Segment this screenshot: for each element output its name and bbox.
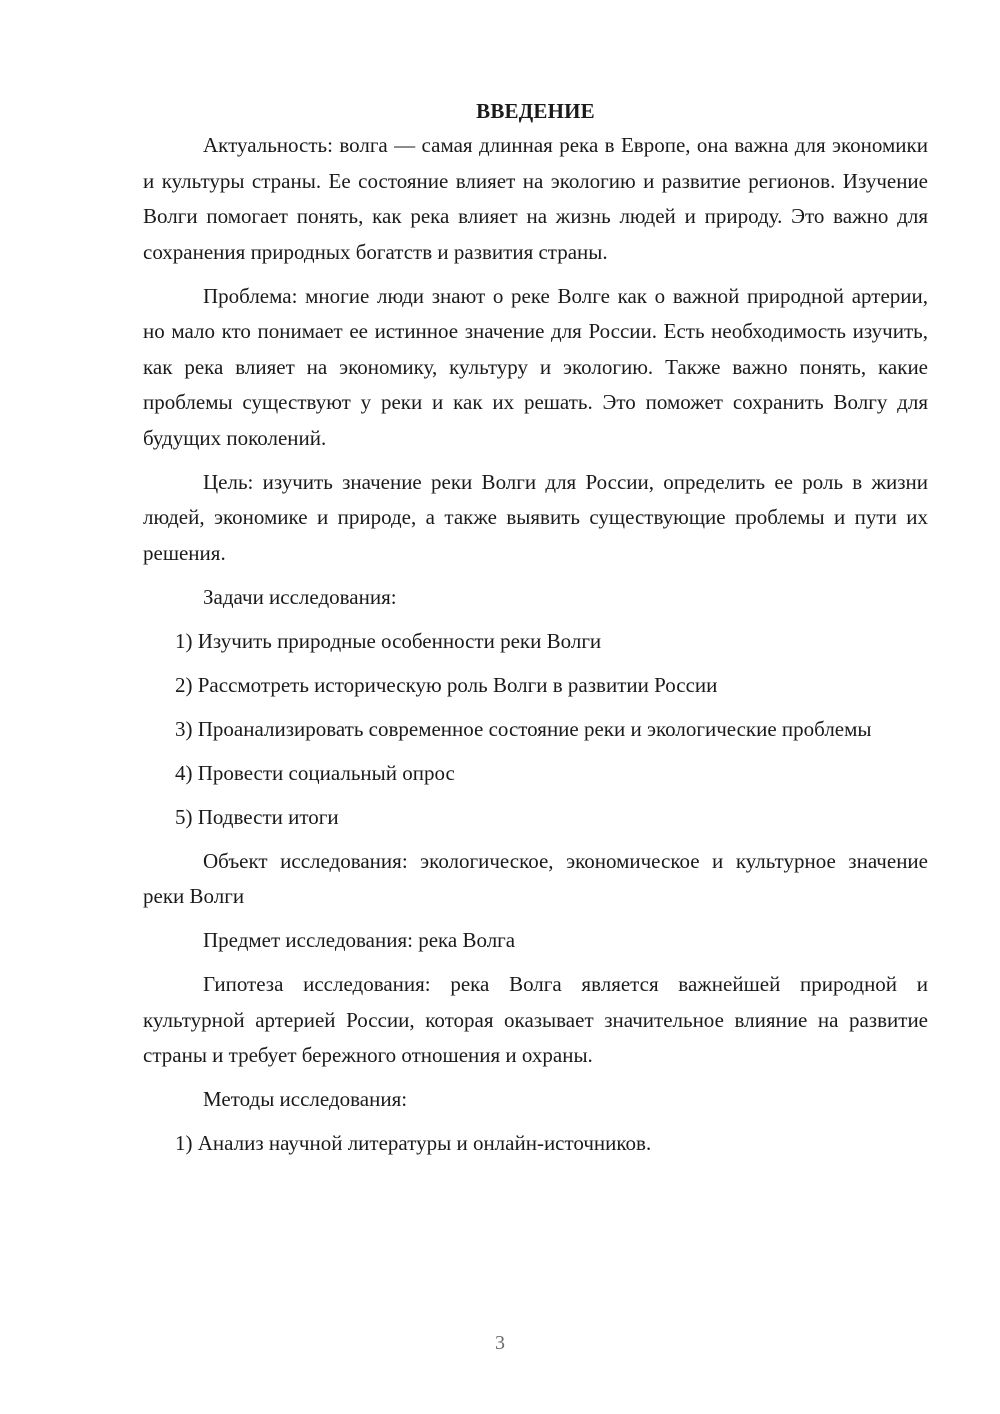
paragraph-problem: Проблема: многие люди знают о реке Волге как о важной природной артерии, но мало кто понимает ее истинное значение для России. Есть необходимость изучить, как река влияет на экономику, культуру и экологию. Также важно понять, какие проблемы существуют у реки и как их решать. Это поможет сохранить Волгу для будущих поколений. [143,283,928,450]
paragraph-methods-heading: Методы исследования: [203,1087,408,1111]
task-item-1: 1) Изучить природные особенности реки Волги [175,628,602,653]
document-page [143,96,928,1170]
method-item-1: 1) Анализ научной литературы и онлайн-источников. [175,1131,652,1155]
task-item-4: 4) Провести социальный опрос [175,760,455,785]
paragraph-goal: Цель: изучить значение реки Волги для России, определить ее роль в жизни людей, экономике и природе, а также выявить существующие проблемы и пути их решения. [143,469,928,565]
task-item-5: 5) Подвести итоги [175,804,339,829]
task-item-3: 3) Проанализировать современное состояние реки и экологические проблемы [175,716,872,741]
section-title: ВВЕДЕНИЕ [476,99,595,123]
paragraph-subject: Предмет исследования: река Волга [203,928,516,952]
paragraph-object: Объект исследования: экологическое, экономическое и культурное значение реки Волги [143,848,928,908]
paragraph-relevance: Актуальность: волга — самая длинная река в Европе, она важна для экономики и культуры страны. Ее состояние влияет на экологию и развитие регионов. Изучение Волги помогает понять, как река влияет на жизнь людей и природу. Это важно для сохранения природных богатств и развития страны. [143,133,928,264]
paragraph-tasks-heading: Задачи исследования: [203,584,397,609]
paragraph-hypothesis: Гипотеза исследования: река Волга является важнейшей природной и культурной артерией России, которая оказывает значительное влияние на развитие страны и требует бережного отношения и охраны. [143,972,928,1067]
page-number: 3 [495,1332,505,1354]
task-item-2: 2) Рассмотреть историческую роль Волги в развитии России [175,672,718,697]
